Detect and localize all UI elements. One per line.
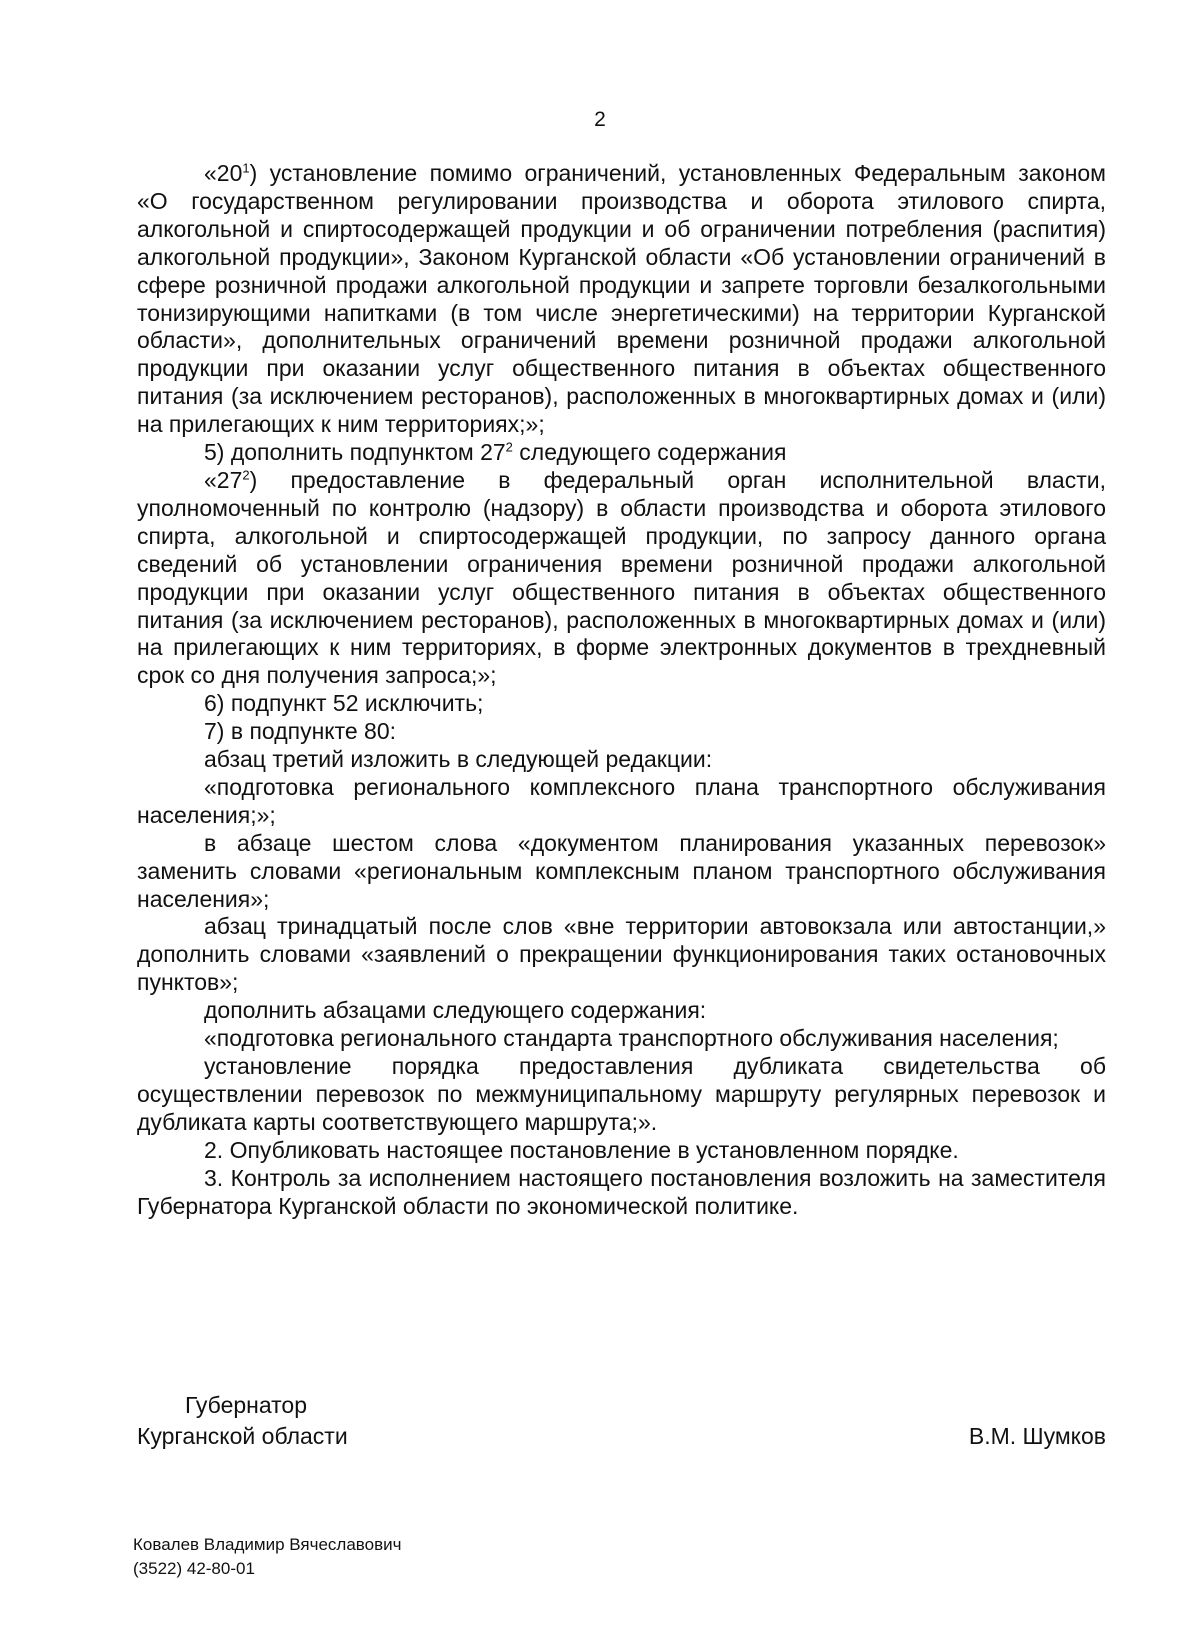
paragraph: в абзаце шестом слова «документом планирования указанных перевозок» заменить словами «региональным комплексным планом транспортного обслуживания населения»;	[137, 829, 1106, 912]
paragraph: «подготовка регионального стандарта транспортного обслуживания населения;	[204, 1025, 1059, 1052]
paragraph: 2. Опубликовать настоящее постановление в установленном порядке.	[204, 1136, 959, 1163]
paragraph: дополнить абзацами следующего содержания:	[204, 997, 707, 1024]
signer-title-line1: Губернатор	[185, 1392, 308, 1418]
executor-block	[133, 1533, 402, 1581]
paragraph: «$20^1$) установление помимо ограничений, установленных Федеральным законом «О государственном регулировании производства и оборота этилового спирта, алкогольной и спиртосодержащей продукции и об ограничении потребления (распития) алкогольной продукции», Законом Курганской области «Об установлении ограничений в сфере розничной продажи алкогольной продукции и запрете торговли безалкогольными тонизирующими напитками (в том числе энергетическими) на территории Курганской области», дополнительных ограничений времени розничной продажи алкогольной продукции при оказании услуг общественного питания в объектах общественного питания (за исключением ресторанов), расположенных в многоквартирных домах и (или) на прилегающих к ним территориях;»;	[137, 160, 1106, 438]
document-body	[137, 160, 1106, 1220]
executor-phone: (3522) 42-80-01	[133, 1559, 255, 1578]
paragraph: 6) подпункт 52 исключить;	[204, 690, 484, 717]
paragraph: 3. Контроль за исполнением настоящего постановления возложить на заместителя Губернатора Курганской области по экономической политике.	[137, 1164, 1106, 1219]
page-number: 2	[594, 108, 606, 131]
paragraph: 5) дополнить подпунктом $27^2$ следующего содержания	[204, 439, 787, 466]
paragraph: установление порядка предоставления дубликата свидетельства об осуществлении перевозок по межмуниципальному маршруту регулярных перевозок и дубликата карты соответствующего маршрута;».	[137, 1053, 1106, 1135]
paragraph: 7) в подпункте 80:	[204, 718, 397, 745]
signer-name: В.М. Шумков	[968, 1423, 1106, 1449]
signature-block	[137, 1390, 1106, 1452]
paragraph: «подготовка регионального комплексного плана транспортного обслуживания населения;»;	[137, 773, 1106, 828]
executor-name: Ковалев Владимир Вячеславович	[133, 1535, 402, 1554]
signature-row	[137, 1421, 1106, 1452]
signer-title-line2: Курганской области	[137, 1423, 348, 1449]
paragraph: абзац тринадцатый после слов «вне территории автовокзала или автостанции,» дополнить словами «заявлений о прекращении функционирования таких остановочных пунктов»;	[137, 913, 1106, 996]
paragraph: абзац третий изложить в следующей редакции:	[204, 746, 713, 773]
paragraph: «$27^2$) предоставление в федеральный орган исполнительной власти, уполномоченный по контролю (надзору) в области производства и оборота этилового спирта, алкогольной и спиртосодержащей продукции, по запросу данного органа сведений об установлении ограничения времени розничной продажи алкогольной продукции при оказании услуг общественного питания в объектах общественного питания (за исключением ресторанов), расположенных в многоквартирных домах и (или) на прилегающих к ним территориях, в форме электронных документов в трехдневный срок со дня получения запроса;»;	[137, 466, 1106, 689]
